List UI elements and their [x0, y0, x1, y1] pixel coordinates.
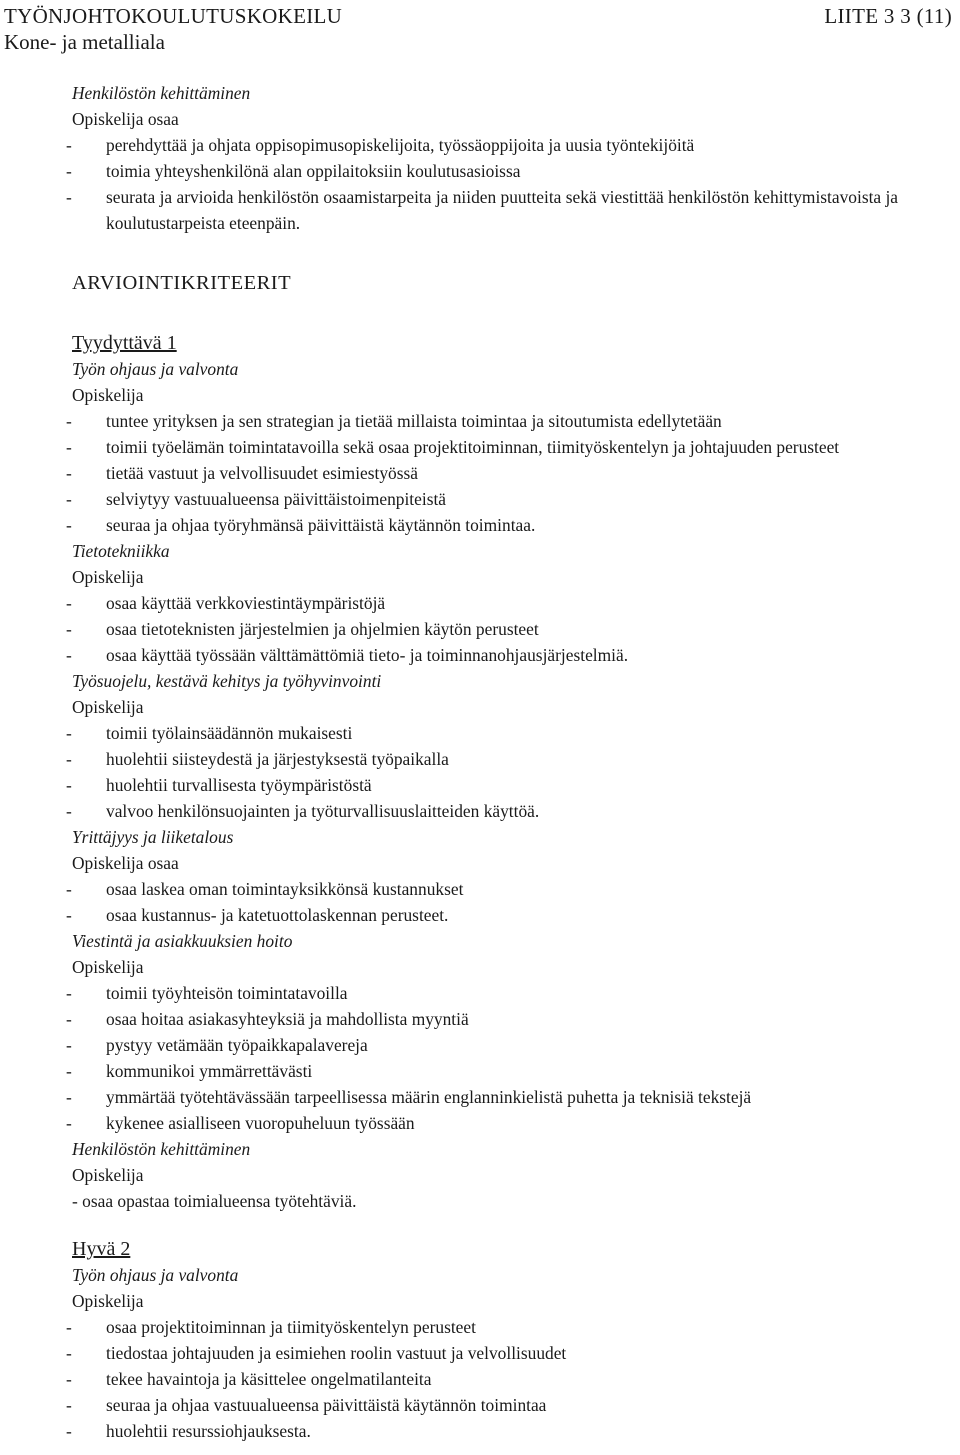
- list-item: - ymmärtää työtehtävässään tarpeellisessa määrin englanninkielistä puhetta ja teknisiä tekstejä: [72, 1084, 956, 1110]
- bullet-list: [72, 980, 956, 1136]
- list-item: - perehdyttää ja ohjata oppisopimusopiskelijoita, työssäoppijoita ja uusia työntekijöitä: [72, 132, 956, 158]
- list-item: - tekee havaintoja ja käsittelee ongelmatilanteita: [72, 1366, 956, 1392]
- section-heading: Työn ohjaus ja valvonta: [72, 359, 239, 379]
- section-heading: Henkilöstön kehittäminen: [72, 1139, 251, 1159]
- criteria-heading: ARVIOINTIKRITEERIT: [72, 272, 292, 294]
- list-item: - kykenee asialliseen vuoropuheluun työssään: [72, 1110, 956, 1136]
- list-item: - seuraa ja ohjaa työryhmänsä päivittäistä käytännön toimintaa.: [72, 512, 956, 538]
- section-label: Opiskelija: [72, 1165, 144, 1185]
- bullet-list: [72, 720, 956, 824]
- list-item: - toimii työelämän toimintatavoilla sekä osaa projektitoiminnan, tiimityöskentelyn ja johtajuuden perusteet: [72, 434, 956, 460]
- bullet-list: [72, 876, 956, 928]
- bullet-list: [72, 132, 956, 236]
- section-heading: Henkilöstön kehittäminen: [72, 83, 251, 103]
- section-label: Opiskelija: [72, 697, 144, 717]
- list-item: - osaa opastaa toimialueensa työtehtäviä.: [72, 1191, 357, 1211]
- list-item: - tietää vastuut ja velvollisuudet esimiestyössä: [72, 460, 956, 486]
- list-item: - tuntee yrityksen ja sen strategian ja tietää millaista toimintaa ja sitoutumista edellytetään: [72, 408, 956, 434]
- list-item: - tiedostaa johtajuuden ja esimiehen roolin vastuut ja velvollisuudet: [72, 1340, 956, 1366]
- list-item: - selviytyy vastuualueensa päivittäistoimenpiteistä: [72, 486, 956, 512]
- list-item: - kommunikoi ymmärrettävästi: [72, 1058, 956, 1084]
- page-header: [0, 0, 960, 60]
- list-item: - osaa käyttää työssään välttämättömiä tieto- ja toiminnanohjausjärjestelmiä.: [72, 642, 956, 668]
- list-item: - toimii työyhteisön toimintatavoilla: [72, 980, 956, 1006]
- list-item: - osaa hoitaa asiakasyhteyksiä ja mahdollista myyntiä: [72, 1006, 956, 1032]
- list-item: - osaa kustannus- ja katetuottolaskennan perusteet.: [72, 902, 956, 928]
- section-heading: Työsuojelu, kestävä kehitys ja työhyvinvointi: [72, 671, 382, 691]
- section-heading: Yrittäjyys ja liiketalous: [72, 827, 234, 847]
- list-item: - osaa projektitoiminnan ja tiimityöskentelyn perusteet: [72, 1314, 956, 1340]
- list-item: - seuraa ja ohjaa vastuualueensa päivittäistä käytännön toimintaa: [72, 1392, 956, 1418]
- list-item: - toimii työlainsäädännön mukaisesti: [72, 720, 956, 746]
- list-item: - osaa käyttää verkkoviestintäympäristöjä: [72, 590, 956, 616]
- document-body: [72, 80, 956, 1444]
- section-heading: Työn ohjaus ja valvonta: [72, 1265, 239, 1285]
- appendix-page-number: LIITE 3 3 (11): [824, 4, 952, 28]
- document-subtitle: Kone- ja metalliala: [4, 30, 165, 54]
- document-title: TYÖNJOHTOKOULUTUSKOKEILU: [4, 4, 343, 28]
- list-item: - toimia yhteyshenkilönä alan oppilaitoksiin koulutusasioissa: [72, 158, 956, 184]
- list-item: - osaa tietoteknisten järjestelmien ja ohjelmien käytön perusteet: [72, 616, 956, 642]
- list-item: - huolehtii turvallisesta työympäristöstä: [72, 772, 956, 798]
- section-label: Opiskelija osaa: [72, 109, 179, 129]
- grade-title: Hyvä 2: [72, 1238, 131, 1260]
- list-item: - pystyy vetämään työpaikkapalavereja: [72, 1032, 956, 1058]
- grade-title: Tyydyttävä 1: [72, 332, 177, 354]
- list-item: - seurata ja arvioida henkilöstön osaamistarpeita ja niiden puutteita sekä viestittää henkilöstön kehittymistavoista ja koulutustarpeista eteenpäin.: [72, 184, 956, 236]
- section-label: Opiskelija: [72, 957, 144, 977]
- section-heading: Tietotekniikka: [72, 541, 170, 561]
- list-item: - osaa laskea oman toimintayksikkönsä kustannukset: [72, 876, 956, 902]
- section-label: Opiskelija: [72, 567, 144, 587]
- list-item: - huolehtii resurssiohjauksesta.: [72, 1418, 956, 1444]
- bullet-list: [72, 590, 956, 668]
- section-label: Opiskelija osaa: [72, 853, 179, 873]
- section-label: Opiskelija: [72, 385, 144, 405]
- list-item: - valvoo henkilönsuojainten ja työturvallisuuslaitteiden käyttöä.: [72, 798, 956, 824]
- list-item: - huolehtii siisteydestä ja järjestyksestä työpaikalla: [72, 746, 956, 772]
- section-heading: Viestintä ja asiakkuuksien hoito: [72, 931, 293, 951]
- section-label: Opiskelija: [72, 1291, 144, 1311]
- bullet-list: [72, 1314, 956, 1444]
- bullet-list: [72, 408, 956, 538]
